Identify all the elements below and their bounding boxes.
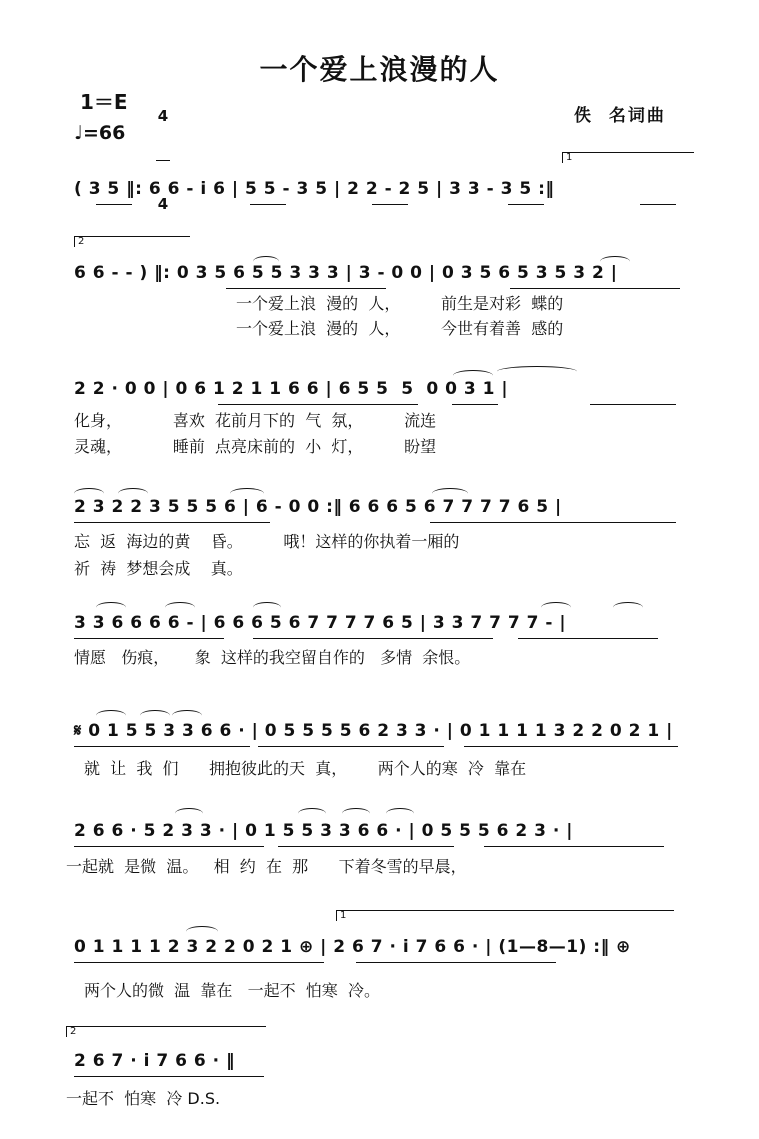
time-signature-divider — [156, 160, 170, 161]
beam-line — [484, 846, 664, 847]
beam-line — [74, 522, 270, 523]
notation-line: 3 3 6 6 6 6 - | 6 6 6 5 6 7 7 7 7 6 5 | 3 3 7 7 7 7 - | — [74, 613, 567, 633]
volta-bracket: 2 — [74, 236, 190, 247]
slur-mark — [172, 710, 202, 721]
slur-mark — [230, 488, 264, 499]
notation-line: 2 6 7 · i 7 6 6 · ‖ — [74, 1051, 235, 1071]
slur-mark — [613, 602, 643, 613]
volta-bracket: 1 — [336, 910, 674, 921]
slur-mark — [186, 926, 218, 937]
notation-line: 𝄋 0 1 5 5 3 3 6 6 · | 0 5 5 5 5 6 2 3 3 · | 0 1 1 1 1 3 2 2 0 2 1 | — [74, 721, 673, 741]
beam-line — [356, 962, 556, 963]
beam-line — [518, 638, 658, 639]
slur-mark — [600, 256, 630, 267]
notation-line: 0 1 1 1 1 2 3 2 2 0 2 1 ⊕ | 2 6 7 · i 7 6 6 · | (1—8—1) :‖ ⊕ — [74, 937, 631, 957]
slur-mark — [541, 602, 571, 613]
lyric-line: 灵魂， 睡前 点亮床前的 小 灯， 盼望 — [74, 437, 437, 456]
slur-mark — [96, 602, 126, 613]
lyric-line: 两个人的微 温 靠在 一起不 怕寒 冷。 — [84, 981, 380, 1000]
slur-mark — [253, 256, 279, 267]
lyric-line: 一个爱上浪 漫的 人， 今世有着善 感的 — [236, 319, 564, 338]
beam-line — [590, 404, 676, 405]
time-signature — [156, 74, 170, 230]
beam-line — [74, 638, 224, 639]
notation-line: 2 3 2 2 3 5 5 5 6 | 6 - 0 0 :‖ 6 6 6 5 6 7 7 7 7 6 5 | — [74, 497, 562, 517]
volta-bracket: 2 — [66, 1026, 266, 1037]
slur-mark — [253, 602, 281, 613]
beam-line — [510, 288, 680, 289]
beam-line — [508, 204, 544, 205]
slur-mark — [453, 370, 493, 381]
notation-line: 2 6 6 · 5 2 3 3 · | 0 1 5 5 3 3 6 6 · | 0 5 5 5 6 2 3 · | — [74, 821, 573, 841]
beam-line — [430, 522, 676, 523]
beam-line — [226, 288, 386, 289]
lyric-line: 祈 祷 梦想会成 真。 — [74, 559, 243, 578]
lyric-line: 就 让 我 们 拥抱彼此的天 真， 两个人的寒 冷 靠在 — [84, 759, 527, 778]
notation-line: 6 6 - - ) ‖: 0 3 5 6 5 5 3 3 3 | 3 - 0 0 | 0 3 5 6 5 3 5 3 2 | — [74, 263, 618, 283]
beam-line — [96, 204, 132, 205]
lyric-line: 情愿 伤痕， 象 这样的我空留自作的 多情 余恨。 — [74, 648, 471, 667]
beam-line — [258, 746, 444, 747]
time-signature-bottom: 4 — [157, 195, 169, 213]
beam-line — [74, 962, 324, 963]
lyric-line: 化身， 喜欢 花前月下的 气 氛， 流连 — [74, 411, 437, 430]
slur-mark — [497, 366, 577, 377]
notation-line: 2 2 · 0 0 | 0 6 1 2 1 1 6 6 | 6 5 5 5 0 0 3 1 | — [74, 379, 509, 399]
beam-line — [218, 404, 418, 405]
beam-line — [253, 638, 493, 639]
slur-mark — [298, 808, 326, 819]
beam-line — [250, 204, 286, 205]
notation-line: ( 3 5 ‖: 6 6 - i 6 | 5 5 - 3 5 | 2 2 - 2 5 | 3 3 - 3 5 :‖ — [74, 179, 555, 199]
time-signature-top: 4 — [157, 107, 169, 125]
slur-mark — [118, 488, 148, 499]
slur-mark — [96, 710, 126, 721]
lyric-line: 一起就 是微 温。 相 约 在 那 下着冬雪的早晨， — [66, 857, 467, 876]
slur-mark — [432, 488, 468, 499]
lyric-line: 一个爱上浪 漫的 人， 前生是对彩 蝶的 — [236, 294, 564, 313]
slur-mark — [74, 488, 104, 499]
beam-line — [372, 204, 408, 205]
credit-line: 佚 名词曲 — [574, 106, 666, 126]
lyric-line: 一起不 怕寒 冷 D.S. — [66, 1089, 221, 1108]
key-signature: 1＝E — [80, 90, 128, 114]
beam-line — [74, 746, 250, 747]
beam-line — [278, 846, 454, 847]
tempo-marking: ♩=66 — [74, 122, 126, 144]
slur-mark — [140, 710, 170, 721]
slur-mark — [175, 808, 203, 819]
beam-line — [464, 746, 678, 747]
beam-line — [74, 1076, 264, 1077]
beam-line — [452, 404, 498, 405]
beam-line — [74, 846, 264, 847]
lyric-line: 忘 返 海边的黄 昏。 哦！这样的你执着一厢的 — [74, 532, 460, 551]
beam-line — [640, 204, 676, 205]
volta-bracket: 1 — [562, 152, 694, 163]
slur-mark — [386, 808, 414, 819]
slur-mark — [165, 602, 195, 613]
slur-mark — [342, 808, 370, 819]
song-title: 一个爱上浪漫的人 — [259, 53, 500, 86]
